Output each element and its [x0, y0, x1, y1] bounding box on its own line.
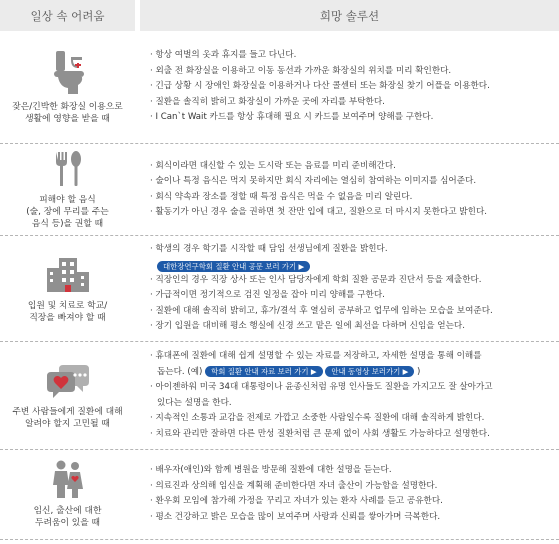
link-line [150, 258, 554, 273]
couple-icon [51, 459, 85, 499]
guide-material-link-button[interactable]: 학회 질환 안내 자료 보러 가기 ▶ [205, 366, 322, 377]
solution-cell [140, 144, 554, 235]
row-food [0, 144, 559, 235]
solution-item: · 항상 여벌의 옷과 휴지를 들고 다닌다. [150, 50, 297, 61]
difficulty-cell [0, 144, 135, 235]
solution-item: · 술이나 특정 음식은 먹지 못하지만 회식 자리에는 열심히 참여하는 이미지를 심어준다. [150, 176, 477, 186]
solution-item: · 아이젠하워 미국 34대 대통령이나 윤종신처럼 유명 인사들도 질환을 가지고도 잘 살아가고 [150, 382, 493, 392]
solution-item: · 질환에 대해 솔직히 밝히고, 휴가/결석 후 열심히 공부하고 업무에 임하는 모습을 보여준다. [150, 305, 493, 316]
solution-item: · 질환을 솔직히 밝히고 화장실이 가까운 곳에 자리를 부탁한다. [150, 96, 385, 107]
difficulty-cell [0, 31, 135, 143]
caption-line: 직장을 빠져야 할 때 [29, 312, 106, 323]
solution-item: · 가급적이면 정기적으로 검진 일정을 잡아 미리 양해를 구한다. [150, 290, 385, 301]
table-header [0, 0, 559, 31]
row-pregnancy [0, 450, 559, 538]
solution-item-continued: 돕는다. (예) 학회 질환 안내 자료 보러 가기 ▶ 안내 동영상 보러가기 ▶ ) [157, 366, 421, 377]
caption-line: (술, 장에 무리를 주는 [26, 206, 109, 217]
guide-video-link-button[interactable]: 안내 동영상 보러가기 ▶ [325, 366, 414, 377]
header-solution: 희망 솔루션 [140, 0, 559, 31]
solution-item: · 직장인의 경우 직장 상사 또는 인사 담당자에게 학회 질환 공문과 진단서 등을 제출한다. [150, 274, 482, 285]
solution-item: · 회식이라면 대신할 수 있는 도시락 또는 음료를 미리 준비해간다. [150, 160, 396, 171]
solution-cell [140, 450, 554, 538]
caption-line: 알려야 할지 고민될 때 [25, 418, 110, 429]
caption-line: 생활에 영향을 받을 때 [25, 114, 110, 124]
solution-item: · 지속적인 소통과 교감을 전제로 가깝고 소중한 사람일수록 질환에 대해 솔직하게 밝힌다. [150, 413, 485, 423]
solution-item: · 환우회 모임에 참가해 가정을 꾸리고 자녀가 있는 환자 사례를 듣고 공유한다. [150, 496, 443, 506]
difficulty-cell [0, 342, 135, 449]
difficulty-cell [0, 236, 135, 341]
solution-item: · 긴급 상황 시 장애인 화장실을 이용하거나 다산 콜센터 또는 화장실 찾기 어플을 이용한다. [150, 81, 490, 92]
caption-line: 두려움이 있을 때 [34, 518, 101, 528]
toilet-icon [48, 49, 88, 95]
caption-line: 주변 사람들에게 질환에 대해 [12, 406, 123, 417]
building-icon [45, 254, 91, 294]
solution-item-continued: 있다는 설명을 한다. [157, 397, 232, 408]
caption-line: 잦은/긴박한 화장실 이용으로 [12, 102, 123, 112]
solution-cell [140, 342, 554, 449]
caption-line: 피해야 할 음식 [39, 194, 96, 205]
solution-cell [140, 31, 554, 143]
solution-item: · 평소 건강하고 밝은 모습을 많이 보여주며 사랑과 신뢰를 쌓아가며 극복한다. [150, 511, 441, 522]
caption-line: 입원 및 치료로 학교/ [27, 300, 108, 311]
header-difficulty: 일상 속 어려움 [0, 0, 135, 31]
fork-spoon-icon [52, 150, 84, 188]
solution-item: · 장기 입원을 대비해 평소 행실에 신경 쓰고 맡은 일에 최선을 다하며 신임을 얻는다. [150, 321, 465, 332]
solution-item: · 외출 전 화장실을 이용하고 이동 동선과 가까운 화장실의 위치를 미리 확인한다. [150, 65, 452, 76]
solution-cell [140, 236, 554, 341]
row-toilet [0, 31, 559, 143]
row-school-work [0, 236, 559, 341]
table-bottom-border [0, 539, 559, 540]
caption-line: 임신, 출산에 대한 [33, 506, 102, 516]
difficulty-cell [0, 450, 135, 538]
solution-item: · 학생의 경우 학기를 시작할 때 담임 선생님에게 질환을 밝힌다. [150, 244, 388, 255]
caption-line: 음식 등)을 권할 때 [31, 218, 104, 229]
solution-item: · 배우자(애인)와 함께 병원을 방문해 질환에 대한 설명을 듣는다. [150, 465, 392, 475]
solution-item: · 회식 약속과 장소를 정할 때 특정 음식은 먹을 수 없음을 미리 알린다. [150, 191, 413, 202]
row-disclosure [0, 342, 559, 449]
solution-item: · 활동기가 아닌 경우 술을 권하면 첫 잔만 입에 대고, 질환으로 더 마시지 못한다고 밝힌다. [150, 207, 488, 217]
notice-link-button[interactable]: 대한장연구학회 질환 안내 공문 보러 가기 ▶ [157, 261, 310, 272]
solution-item: · 의료진과 상의해 임신을 계획해 준비한다면 자녀 출산이 가능함을 설명한다. [150, 480, 438, 491]
chat-heart-icon [45, 362, 91, 400]
solution-item: · I Can`t Wait 카드를 항상 휴대해 필요 시 카드를 보여주며 양해를 구한다. [150, 112, 434, 123]
solution-item: · 휴대폰에 질환에 대해 쉽게 설명할 수 있는 자료를 저장하고, 자세한 설명을 통해 이해를 [150, 351, 482, 361]
solution-item: · 치료와 관리만 잘하면 다른 만성 질환처럼 큰 문제 없이 사회 생활도 가능하다고 설명한다. [150, 428, 490, 439]
